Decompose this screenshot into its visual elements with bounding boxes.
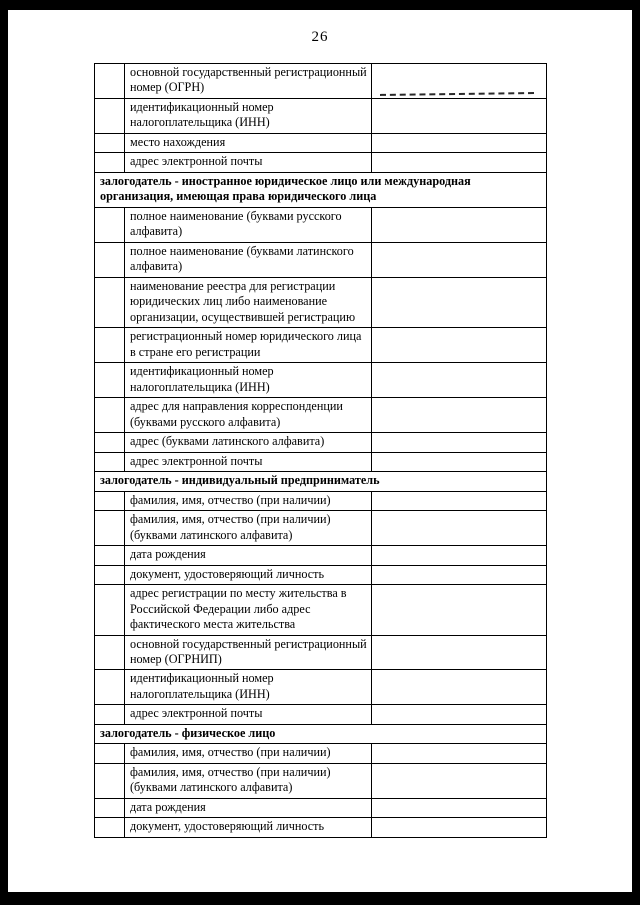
section-header-row xyxy=(95,472,547,491)
field-label: полное наименование (буквами латинского алфавита) xyxy=(125,242,372,277)
row-number-cell xyxy=(95,511,125,546)
table-row xyxy=(95,565,547,584)
table-row xyxy=(95,277,547,327)
row-number-cell xyxy=(95,363,125,398)
document-page xyxy=(8,10,632,892)
table-row xyxy=(95,763,547,798)
table-row xyxy=(95,798,547,817)
section-header-row xyxy=(95,172,547,207)
table-row xyxy=(95,705,547,724)
field-label: фамилия, имя, отчество (при наличии) xyxy=(125,491,372,510)
field-value-cell xyxy=(372,398,547,433)
field-label: адрес для направления корреспонденции (буквами русского алфавита) xyxy=(125,398,372,433)
section-header: залогодатель - физическое лицо xyxy=(95,724,547,743)
row-number-cell xyxy=(95,585,125,635)
table-row xyxy=(95,491,547,510)
row-number-cell xyxy=(95,491,125,510)
field-label: дата рождения xyxy=(125,798,372,817)
field-value-cell xyxy=(372,744,547,763)
field-value-cell xyxy=(372,818,547,837)
row-number-cell xyxy=(95,153,125,172)
field-value-cell xyxy=(372,433,547,452)
field-label: идентификационный номер налогоплательщика (ИНН) xyxy=(125,363,372,398)
field-value-cell xyxy=(372,207,547,242)
field-value-cell xyxy=(372,705,547,724)
field-label: дата рождения xyxy=(125,546,372,565)
field-label: идентификационный номер налогоплательщика (ИНН) xyxy=(125,670,372,705)
field-value-cell xyxy=(372,763,547,798)
row-number-cell xyxy=(95,635,125,670)
row-number-cell xyxy=(95,277,125,327)
table-row xyxy=(95,670,547,705)
field-value-cell xyxy=(372,452,547,471)
row-number-cell xyxy=(95,763,125,798)
field-label: адрес регистрации по месту жительства в Российской Федерации либо адрес фактического места жительства xyxy=(125,585,372,635)
table-row xyxy=(95,207,547,242)
table-row xyxy=(95,635,547,670)
field-value-cell xyxy=(372,635,547,670)
field-value-cell xyxy=(372,277,547,327)
table-row xyxy=(95,546,547,565)
section-header-row xyxy=(95,724,547,743)
table-row xyxy=(95,153,547,172)
field-value-cell xyxy=(372,153,547,172)
field-label: адрес электронной почты xyxy=(125,452,372,471)
pledger-details-table xyxy=(94,63,547,838)
field-label: фамилия, имя, отчество (при наличии) (буквами латинского алфавита) xyxy=(125,763,372,798)
row-number-cell xyxy=(95,98,125,133)
field-value-cell xyxy=(372,798,547,817)
row-number-cell xyxy=(95,328,125,363)
row-number-cell xyxy=(95,242,125,277)
field-value-cell xyxy=(372,511,547,546)
field-value-cell xyxy=(372,98,547,133)
row-number-cell xyxy=(95,452,125,471)
table-row xyxy=(95,744,547,763)
table-row xyxy=(95,363,547,398)
table-row xyxy=(95,511,547,546)
field-label: адрес (буквами латинского алфавита) xyxy=(125,433,372,452)
table-row xyxy=(95,818,547,837)
field-label: фамилия, имя, отчество (при наличии) (буквами латинского алфавита) xyxy=(125,511,372,546)
field-value-cell xyxy=(372,363,547,398)
table-row xyxy=(95,133,547,152)
field-label: место нахождения xyxy=(125,133,372,152)
table-row xyxy=(95,398,547,433)
page-number: 26 xyxy=(311,29,329,45)
field-label: документ, удостоверяющий личность xyxy=(125,565,372,584)
table-row xyxy=(95,585,547,635)
row-number-cell xyxy=(95,705,125,724)
field-value-cell xyxy=(372,64,547,99)
table-row xyxy=(95,98,547,133)
field-value-cell xyxy=(372,670,547,705)
row-number-cell xyxy=(95,398,125,433)
section-header: залогодатель - иностранное юридическое лицо или международная организация, имеющая права юридического лица xyxy=(95,172,547,207)
row-number-cell xyxy=(95,798,125,817)
row-number-cell xyxy=(95,744,125,763)
field-value-cell xyxy=(372,133,547,152)
field-label: полное наименование (буквами русского алфавита) xyxy=(125,207,372,242)
field-value-cell xyxy=(372,585,547,635)
row-number-cell xyxy=(95,546,125,565)
field-label: фамилия, имя, отчество (при наличии) xyxy=(125,744,372,763)
table-row xyxy=(95,433,547,452)
field-label: идентификационный номер налогоплательщика (ИНН) xyxy=(125,98,372,133)
row-number-cell xyxy=(95,207,125,242)
field-label: основной государственный регистрационный номер (ОГРН) xyxy=(125,64,372,99)
table-row xyxy=(95,64,547,99)
field-value-cell xyxy=(372,328,547,363)
row-number-cell xyxy=(95,670,125,705)
field-value-cell xyxy=(372,546,547,565)
row-number-cell xyxy=(95,133,125,152)
field-label: документ, удостоверяющий личность xyxy=(125,818,372,837)
field-label: наименование реестра для регистрации юридических лиц либо наименование организации, осуществившей регистрацию xyxy=(125,277,372,327)
row-number-cell xyxy=(95,64,125,99)
table-row xyxy=(95,328,547,363)
table-row xyxy=(95,452,547,471)
field-label: основной государственный регистрационный номер (ОГРНИП) xyxy=(125,635,372,670)
scan-artifact-line xyxy=(380,92,534,96)
section-header: залогодатель - индивидуальный предприниматель xyxy=(95,472,547,491)
field-label: адрес электронной почты xyxy=(125,153,372,172)
table-row xyxy=(95,242,547,277)
field-value-cell xyxy=(372,565,547,584)
field-value-cell xyxy=(372,491,547,510)
row-number-cell xyxy=(95,818,125,837)
field-label: адрес электронной почты xyxy=(125,705,372,724)
field-value-cell xyxy=(372,242,547,277)
field-label: регистрационный номер юридического лица в стране его регистрации xyxy=(125,328,372,363)
row-number-cell xyxy=(95,565,125,584)
row-number-cell xyxy=(95,433,125,452)
